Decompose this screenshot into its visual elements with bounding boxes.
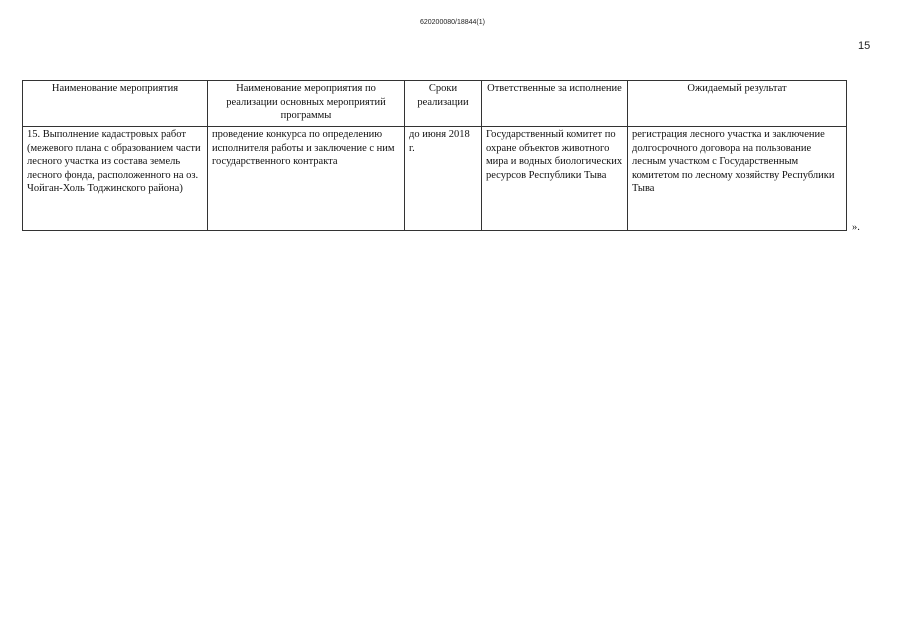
column-header-event-name: Наименование мероприятия [23,81,208,127]
column-header-expected-result: Ожидаемый результат [628,81,847,127]
table-row [23,127,847,231]
column-header-deadline: Сроки реализации [405,81,482,127]
cell-expected-result: регистрация лесного участка и заключение долгосрочного договора на пользование лесным участком с Государственным комитетом по лесному хозяйству Республики Тыва [628,127,847,231]
cell-deadline: до июня 2018 г. [405,127,482,231]
program-table [22,80,847,231]
cell-responsible: Государственный комитет по охране объектов животного мира и водных биологических ресурсов Республики Тыва [482,127,628,231]
column-header-implementation-activity: Наименование мероприятия по реализации основных мероприятий программы [208,81,405,127]
table-header-row [23,81,847,127]
document-code: 620200080/18844(1) [419,19,485,26]
page-number: 15 [858,40,871,52]
cell-event-name: 15. Выполнение кадастровых работ (межевого плана с образованием части лесного участка из состава земель лесного фонда, расположенного на оз. Чойган-Холь Тоджинского района) [23,127,208,231]
column-header-responsible: Ответственные за исполнение [482,81,628,127]
cell-implementation-activity: проведение конкурса по определению исполнителя работы и заключение с ним государственного контракта [208,127,405,231]
closing-quote-mark: ». [852,222,860,233]
